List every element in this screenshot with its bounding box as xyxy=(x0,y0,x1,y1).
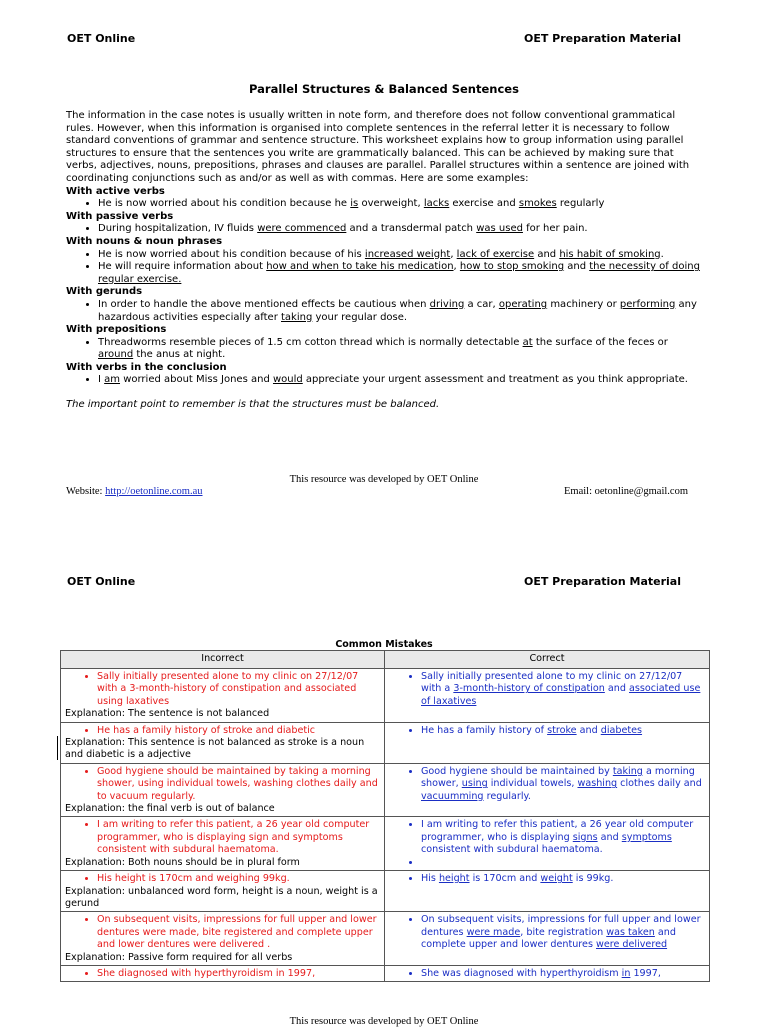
text-run: clothes daily and xyxy=(617,778,702,790)
example-list xyxy=(66,374,704,387)
text-run: your regular dose. xyxy=(312,311,408,323)
incorrect-sentence: • She diagnosed with hyperthyroidism in 1997, xyxy=(97,968,380,980)
incorrect-list xyxy=(65,819,380,856)
text-run: regularly xyxy=(556,198,605,210)
text-run: , bite registration xyxy=(520,926,607,938)
correct-sentence xyxy=(421,914,705,951)
underlined-phrase: the necessity of doing regular exercise. xyxy=(98,261,700,285)
correct-list xyxy=(389,968,705,980)
incorrect-cell xyxy=(61,965,385,981)
text-run: exercise and xyxy=(449,198,519,210)
explanation-text: Explanation: The sentence is not balanced xyxy=(65,708,270,720)
text-run: On subsequent visits, impressions for full upper and lower dentures xyxy=(421,914,701,938)
text-run: and a transdermal patch xyxy=(346,223,477,235)
correct-sentence xyxy=(421,857,705,869)
incorrect-sentence: • He has a family history of stroke and diabetic xyxy=(97,725,380,737)
table-row xyxy=(61,669,710,723)
underlined-phrase: in xyxy=(621,967,631,979)
underlined-phrase: were delivered xyxy=(596,939,668,951)
underlined-phrase: how to stop smoking xyxy=(459,261,565,273)
example-list xyxy=(66,299,704,324)
section-heading: With gerunds xyxy=(66,286,143,298)
text-run: In order to handle the above mentioned effects be cautious when xyxy=(98,298,430,310)
explanation-text: Explanation: the final verb is out of balance xyxy=(65,803,275,815)
example-item xyxy=(98,198,704,211)
correct-cell xyxy=(385,912,710,966)
text-run: . xyxy=(660,248,664,260)
text-run: , xyxy=(453,261,460,273)
incorrect-sentence: • On subsequent visits, impressions for full upper and lower dentures were made, bite registered and complete upper and lower dentures were delivered . xyxy=(97,914,380,951)
example-list xyxy=(66,198,704,211)
underlined-phrase: were commenced xyxy=(257,223,347,235)
footer-website xyxy=(66,486,203,497)
common-mistakes-title: Common Mistakes xyxy=(335,639,433,650)
text-run: I am writing to refer this patient, a 26 year old computer programmer, who is displaying xyxy=(421,819,694,843)
change-bar xyxy=(57,736,58,760)
correct-cell xyxy=(385,965,710,981)
underlined-phrase: taking xyxy=(281,311,313,323)
incorrect-list xyxy=(65,766,380,803)
text-run: appreciate your urgent assessment and treatment as you think appropriate. xyxy=(302,374,688,386)
text-run: He is now worried about his condition because of his xyxy=(98,248,365,260)
section-heading: With active verbs xyxy=(66,185,165,197)
document-title: Parallel Structures & Balanced Sentences xyxy=(249,82,519,96)
explanation-text: Explanation: This sentence is not balanced as stroke is a noun and diabetic is a adjective xyxy=(65,737,365,761)
table-row xyxy=(61,912,710,966)
section-heading: With prepositions xyxy=(66,324,167,336)
incorrect-cell xyxy=(61,817,385,871)
text-run: machinery or xyxy=(547,298,620,310)
page2-header xyxy=(67,575,681,588)
underlined-phrase: height xyxy=(438,873,470,885)
incorrect-sentence: • I am writing to refer this patient, a 26 year old computer programmer, who is displaying sign and symptoms consistent with subdural haematoma. xyxy=(97,819,380,856)
text-run: , xyxy=(450,248,457,260)
incorrect-list xyxy=(65,873,380,885)
text-run: a morning shower, xyxy=(421,765,695,790)
text-run: regularly. xyxy=(483,790,531,802)
example-item xyxy=(98,374,704,387)
correct-list xyxy=(389,873,705,885)
table-row xyxy=(61,817,710,871)
section-heading: With verbs in the conclusion xyxy=(66,361,227,373)
correct-cell xyxy=(385,817,710,871)
page1-header xyxy=(67,32,681,45)
text-run: Threadworms resemble pieces of 1.5 cm cotton thread which is normally detectable xyxy=(98,336,523,348)
text-run: is 99kg. xyxy=(572,873,614,885)
underlined-phrase: am xyxy=(104,374,121,386)
examples-sections xyxy=(66,186,704,388)
incorrect-list xyxy=(65,725,380,737)
important-note: The important point to remember is that the structures must be balanced. xyxy=(66,399,440,411)
underlined-phrase: is xyxy=(350,198,359,210)
underlined-phrase: increased weight xyxy=(364,248,451,260)
underlined-phrase: associated use of laxatives xyxy=(421,683,701,707)
header-left: OET Online xyxy=(67,32,136,45)
underlined-phrase: symptoms xyxy=(621,831,672,843)
example-item xyxy=(98,223,704,236)
text-run: and xyxy=(597,831,622,843)
section-heading: With nouns & noun phrases xyxy=(66,235,223,247)
text-run: and xyxy=(604,683,630,695)
text-run: and complete upper and lower dentures xyxy=(421,926,676,951)
header-right: OET Preparation Material xyxy=(523,32,681,45)
underlined-phrase: 3-month-history of constipation xyxy=(453,683,605,695)
text-run: I xyxy=(98,374,105,386)
underlined-phrase: performing xyxy=(619,298,676,310)
incorrect-sentence: • Sally initially presented alone to my clinic on 27/12/07 with a 3-month-history of constipation and associated using laxatives xyxy=(97,671,380,708)
explanation-text: Explanation: Both nouns should be in plural form xyxy=(65,856,300,868)
underlined-phrase: were made xyxy=(466,926,521,938)
website-label: Website: xyxy=(66,486,106,497)
column-header-correct: Correct xyxy=(385,651,710,669)
example-item xyxy=(98,299,704,324)
section-heading: With passive verbs xyxy=(66,210,174,222)
text-run: for her pain. xyxy=(522,223,588,235)
text-run: 1997, xyxy=(630,967,661,979)
correct-cell xyxy=(385,669,710,723)
correct-list xyxy=(389,725,705,737)
table-row xyxy=(61,965,710,981)
column-header-incorrect: Incorrect xyxy=(61,651,385,669)
example-item xyxy=(98,337,704,362)
underlined-phrase: was taken xyxy=(606,926,655,938)
incorrect-cell xyxy=(61,912,385,966)
underlined-phrase: operating xyxy=(498,298,548,310)
common-mistakes-table xyxy=(60,650,710,982)
underlined-phrase: vacuumming xyxy=(421,790,484,802)
text-run: His xyxy=(421,873,439,885)
footer-developed: This resource was developed by OET Online xyxy=(289,474,479,485)
text-run: and xyxy=(576,724,601,736)
correct-cell xyxy=(385,871,710,912)
correct-list xyxy=(389,671,705,708)
table-row xyxy=(61,763,710,817)
correct-sentence xyxy=(421,766,705,803)
underlined-phrase: at xyxy=(522,336,533,348)
underlined-phrase: smokes xyxy=(518,198,557,210)
correct-list xyxy=(389,914,705,951)
correct-sentence xyxy=(421,671,705,708)
incorrect-list xyxy=(65,968,380,980)
table-row xyxy=(61,871,710,912)
incorrect-cell xyxy=(61,669,385,723)
underlined-phrase: was used xyxy=(476,223,523,235)
incorrect-sentence: • Good hygiene should be maintained by taking a morning shower, using individual towels, washing clothes daily and to vacuum regularly. xyxy=(97,766,380,803)
correct-sentence xyxy=(421,873,705,885)
underlined-phrase: using xyxy=(461,778,488,790)
underlined-phrase: around xyxy=(98,349,134,361)
correct-list xyxy=(389,766,705,803)
text-run: Good hygiene should be maintained by xyxy=(421,765,613,777)
footer-contact xyxy=(66,486,688,497)
text-run: worried about Miss Jones and xyxy=(120,374,273,386)
text-run: overweight, xyxy=(358,198,424,210)
text-run: any hazardous activities especially after xyxy=(98,298,697,323)
incorrect-cell xyxy=(61,763,385,817)
text-run: He is now worried about his condition because he xyxy=(98,198,351,210)
text-run: individual towels, xyxy=(487,778,578,790)
example-list xyxy=(66,249,704,287)
text-run: consistent with subdural haematoma. xyxy=(421,844,603,856)
incorrect-cell xyxy=(61,722,385,763)
example-item xyxy=(98,249,704,262)
footer-email: Email: oetonline@gmail.com xyxy=(564,486,688,497)
text-run: During hospitalization, IV fluids xyxy=(98,223,258,235)
underlined-phrase: his habit of smoking xyxy=(559,248,661,260)
underlined-phrase: taking xyxy=(612,765,643,777)
intro-paragraph: The information in the case notes is usually written in note form, and therefore does not follow conventional grammatical rules. However, when this information is organised into complete sentences in the referral letter it is necessary to follow standard conventions of grammar and sentence structure. This worksheet explains how to group information using parallel structures to ensure that the sentences you write are grammatically balanced. This can be achieved by making sure that verbs, adjectives, nouns, prepositions, phrases and clauses are parallel. Parallel structures within a sentence are joined with coordinating conjunctions such as and/or as well as with commas. Here are some examples: xyxy=(66,110,690,184)
example-list xyxy=(66,223,704,236)
correct-sentence xyxy=(421,968,705,980)
text-run: Sally initially presented alone to my clinic on 27/12/07 with a xyxy=(421,671,683,695)
underlined-phrase: lacks xyxy=(423,198,450,210)
incorrect-list xyxy=(65,914,380,951)
text-run: He will require information about xyxy=(98,261,267,273)
underlined-phrase: weight xyxy=(540,873,573,885)
text-run: He has a family history of xyxy=(421,724,548,736)
text-run: the surface of the feces or xyxy=(532,336,668,348)
table-header-row xyxy=(61,651,710,669)
correct-sentence xyxy=(421,819,705,856)
example-item xyxy=(98,261,704,286)
explanation-text: Explanation: Passive form required for all verbs xyxy=(65,951,293,963)
correct-sentence xyxy=(421,725,705,737)
text-run: and xyxy=(564,261,590,273)
website-link[interactable]: http://oetonline.com.au xyxy=(105,486,203,497)
text-run: and xyxy=(534,248,560,260)
underlined-phrase: stroke xyxy=(547,724,577,736)
incorrect-sentence: • His height is 170cm and weighing 99kg. xyxy=(97,873,380,885)
underlined-phrase: washing xyxy=(577,778,618,790)
example-list xyxy=(66,337,704,362)
correct-cell xyxy=(385,722,710,763)
explanation-text: Explanation: unbalanced word form, height is a noun, weight is a gerund xyxy=(65,885,378,909)
underlined-phrase: how and when to take his medication xyxy=(266,261,454,273)
header-right: OET Preparation Material xyxy=(523,575,681,588)
text-run: the anus at night. xyxy=(133,349,226,361)
table-row xyxy=(61,722,710,763)
underlined-phrase: signs xyxy=(572,831,598,843)
text-run: a car, xyxy=(464,298,499,310)
underlined-phrase: lack of exercise xyxy=(456,248,535,260)
correct-list xyxy=(389,819,705,869)
underlined-phrase: would xyxy=(272,374,303,386)
page2-footer-developed: This resource was developed by OET Online xyxy=(289,1016,479,1027)
incorrect-list xyxy=(65,671,380,708)
text-run: is 170cm and xyxy=(469,873,541,885)
underlined-phrase: driving xyxy=(429,298,465,310)
text-run: She was diagnosed with hyperthyroidism xyxy=(421,967,622,979)
underlined-phrase: diabetes xyxy=(600,724,643,736)
incorrect-cell xyxy=(61,871,385,912)
correct-cell xyxy=(385,763,710,817)
page1-body xyxy=(66,110,704,412)
header-left: OET Online xyxy=(67,575,136,588)
